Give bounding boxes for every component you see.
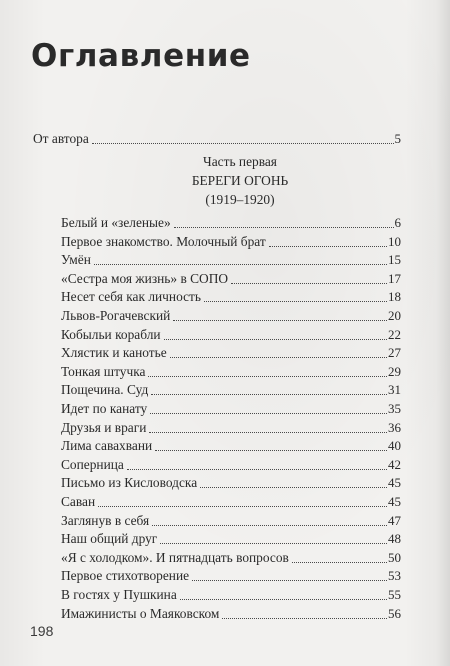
toc-entry-label: Пощечина. Суд	[61, 382, 149, 398]
part-name: БЕРЕГИ ОГОНЬ	[191, 173, 289, 188]
toc-entry-page: 15	[388, 252, 401, 268]
dot-leader	[160, 543, 387, 544]
toc-entry-label: Первое стихотворение	[61, 568, 190, 584]
dot-leader	[148, 376, 387, 377]
toc-entry-label: Первое знакомство. Молочный брат	[61, 233, 266, 249]
dot-leader	[200, 487, 387, 488]
dot-leader	[269, 246, 387, 247]
toc-entry	[61, 529, 401, 547]
toc-entry-label: От автора	[33, 131, 89, 146]
dot-leader	[149, 432, 387, 433]
toc-entry-preface	[33, 129, 401, 147]
dot-leader	[155, 450, 387, 451]
toc-entry-page: 36	[388, 419, 401, 435]
toc-entry	[61, 585, 401, 603]
dot-leader	[150, 413, 387, 414]
toc-entry-label: Заглянув в себя	[61, 512, 150, 528]
toc-entry	[61, 436, 401, 454]
toc-entry	[61, 511, 401, 529]
toc-entry-page: 22	[388, 326, 401, 342]
dot-leader	[292, 562, 387, 563]
part-years: (1919–1920)	[205, 192, 275, 207]
toc-entry-label: В гостях у Пушкина	[61, 587, 177, 602]
dot-leader	[231, 283, 387, 284]
toc-entry	[61, 473, 401, 491]
toc-entry-page: 29	[388, 363, 401, 379]
toc-entry	[61, 380, 401, 398]
toc-entry-label: Саван	[61, 494, 96, 509]
dot-leader	[94, 264, 387, 265]
dot-leader	[164, 339, 387, 340]
toc-entry-page: 20	[388, 308, 401, 323]
toc-entry-page: 35	[388, 401, 401, 416]
toc-entry-page: 40	[388, 438, 401, 454]
toc-entry-page: 48	[388, 531, 401, 547]
dot-leader	[152, 525, 387, 526]
toc-entry-label: Несет себя как личность	[61, 289, 202, 305]
toc-entry	[61, 250, 401, 268]
dot-leader	[204, 301, 387, 302]
toc-entry-label: Львов-Рогачевский	[61, 308, 171, 323]
toc-entry	[61, 548, 401, 566]
toc-entry-page: 17	[388, 270, 401, 286]
toc-entry	[61, 232, 401, 250]
toc-entry	[61, 306, 401, 324]
toc-entry	[61, 362, 401, 380]
part-label: Часть первая	[203, 154, 277, 169]
dot-leader	[170, 357, 387, 358]
dot-leader	[174, 227, 394, 228]
toc-entry-label: Наш общий друг	[61, 531, 158, 547]
toc-entry-label: «Сестра моя жизнь» в СОПО	[61, 270, 229, 286]
toc-entry	[61, 287, 401, 305]
toc-entry-page: 31	[388, 382, 401, 398]
dot-leader	[98, 506, 387, 507]
page-edge-shadow	[436, 0, 450, 666]
toc-entry	[61, 343, 401, 361]
dot-leader	[151, 394, 387, 395]
toc-entry-label: Хлястик и канотье	[61, 345, 167, 361]
toc-entry-label: Имажинисты о Маяковском	[61, 605, 220, 621]
toc-entry-page: 53	[388, 568, 401, 584]
toc-entry-label: Письмо из Кисловодска	[61, 475, 198, 491]
toc-entry	[61, 604, 401, 622]
dot-leader	[180, 599, 387, 600]
toc-entry-page: 47	[388, 512, 401, 528]
toc-entry-label: Друзья и враги	[61, 419, 147, 435]
dot-leader	[192, 580, 387, 581]
dot-leader	[92, 143, 394, 144]
toc-entry	[61, 213, 401, 231]
dot-leader	[173, 320, 387, 321]
toc-entry	[61, 492, 401, 510]
toc-entry	[61, 325, 401, 343]
toc-entry	[61, 455, 401, 473]
toc-entry-page: 45	[388, 475, 401, 491]
toc-entry-page: 45	[388, 494, 401, 509]
page-title: Оглавление	[31, 38, 251, 74]
toc-entry-page: 27	[388, 345, 401, 361]
dot-leader	[222, 618, 387, 619]
toc-entry-page: 56	[388, 605, 401, 621]
toc-entry-label: Лима савахвани	[61, 438, 153, 454]
toc-entry-label: Тонкая штучка	[61, 363, 146, 379]
toc-entry-page: 5	[394, 131, 401, 146]
toc-entry	[61, 418, 401, 436]
toc-entry-label: Кобыльи корабли	[61, 326, 161, 342]
toc-entry-page: 10	[388, 233, 401, 249]
dot-leader	[127, 469, 387, 470]
toc-entry	[61, 269, 401, 287]
toc-entry-page: 55	[388, 587, 401, 602]
toc-entry-label: «Я с холодком». И пятнадцать вопросов	[61, 549, 289, 565]
page-number: 198	[30, 623, 54, 639]
toc-entry	[61, 566, 401, 584]
toc-entry-page: 42	[388, 456, 401, 472]
toc-entry-page: 50	[388, 549, 401, 565]
toc-entry-label: Белый и «зеленые»	[61, 215, 171, 230]
toc-entry-page: 6	[394, 215, 401, 230]
toc-entry	[61, 399, 401, 417]
toc-entry-label: Соперница	[61, 456, 124, 472]
toc-entry-label: Умён	[61, 252, 91, 268]
toc-entry-label: Идет по канату	[61, 401, 148, 416]
toc-entry-page: 18	[388, 289, 401, 305]
